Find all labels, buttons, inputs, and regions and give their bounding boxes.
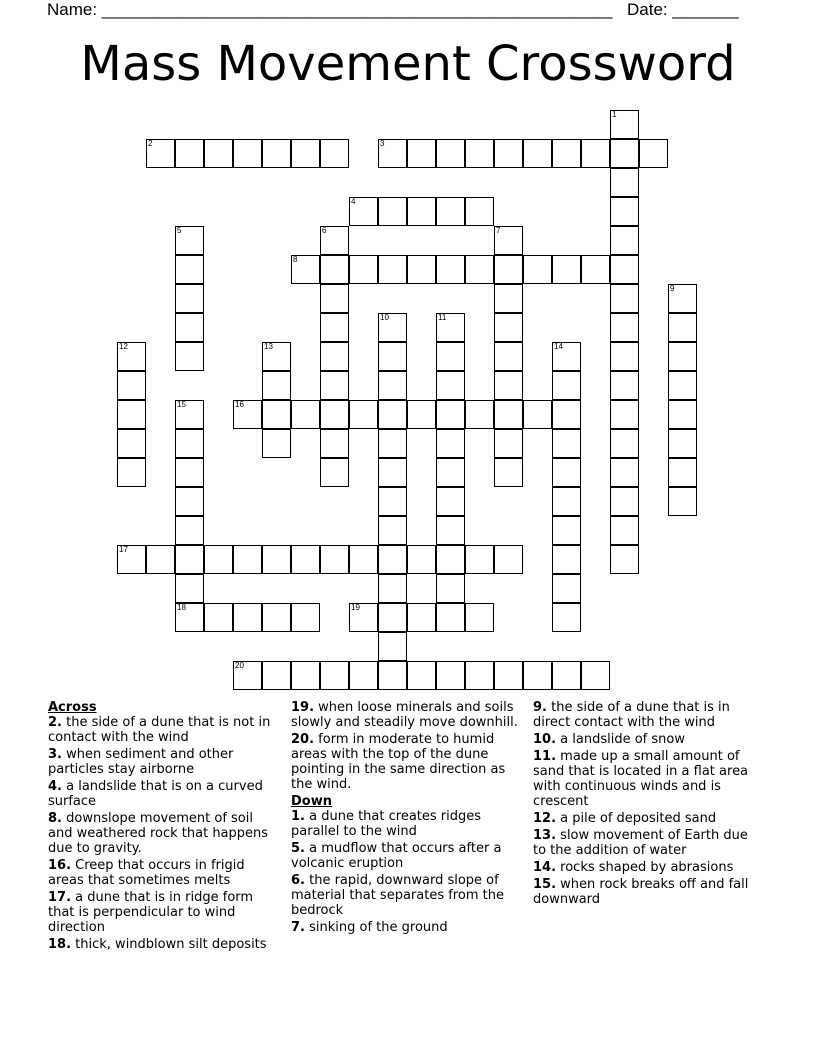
grid-cell[interactable]: [262, 661, 291, 690]
clue-down-13: 13. slow movement of Earth due to the addition of water: [533, 828, 748, 858]
clue-number: 17: [119, 545, 128, 554]
grid-cell[interactable]: [175, 226, 204, 255]
clue-across-16: 16. Creep that occurs in frigid areas that sometimes melts: [48, 858, 245, 888]
grid-cell[interactable]: [552, 603, 581, 632]
grid-cell[interactable]: [407, 400, 436, 429]
grid-cell[interactable]: [320, 139, 349, 168]
grid-cell[interactable]: [610, 110, 639, 139]
grid-cell[interactable]: [320, 342, 349, 371]
grid-cell[interactable]: [465, 603, 494, 632]
grid-cell[interactable]: [494, 458, 523, 487]
clue-across-3: 3. when sediment and other particles stay airborne: [48, 747, 234, 777]
grid-cell[interactable]: [552, 458, 581, 487]
grid-cell[interactable]: [262, 603, 291, 632]
grid-cell[interactable]: [175, 400, 204, 429]
grid-cell[interactable]: [494, 342, 523, 371]
grid-cell[interactable]: [436, 139, 465, 168]
clue-number: 5: [177, 226, 182, 235]
grid-cell[interactable]: [378, 400, 407, 429]
grid-cell[interactable]: [233, 400, 262, 429]
grid-cell[interactable]: [523, 255, 552, 284]
grid-cell[interactable]: [262, 400, 291, 429]
clue-down-14: 14. rocks shaped by abrasions: [533, 860, 734, 875]
grid-cell[interactable]: [610, 545, 639, 574]
grid-cell[interactable]: [465, 197, 494, 226]
grid-cell[interactable]: [291, 603, 320, 632]
grid-cell[interactable]: [436, 603, 465, 632]
grid-cell[interactable]: [610, 342, 639, 371]
grid-cell[interactable]: [552, 487, 581, 516]
grid-cell[interactable]: [639, 139, 668, 168]
grid-cell[interactable]: [262, 429, 291, 458]
grid-cell[interactable]: [175, 603, 204, 632]
clue-number: 15: [177, 400, 186, 409]
grid-cell[interactable]: [523, 400, 552, 429]
grid-cell[interactable]: [233, 545, 262, 574]
grid-cell[interactable]: [320, 226, 349, 255]
clue-number: 11: [438, 313, 447, 322]
grid-cell[interactable]: [610, 487, 639, 516]
grid-cell[interactable]: [552, 574, 581, 603]
grid-cell[interactable]: [320, 371, 349, 400]
grid-cell[interactable]: [291, 139, 320, 168]
grid-cell[interactable]: [552, 400, 581, 429]
grid-cell[interactable]: [378, 545, 407, 574]
clue-number: 2: [148, 139, 153, 148]
across-heading: Across: [48, 700, 97, 715]
grid-cell[interactable]: [436, 313, 465, 342]
grid-cell[interactable]: [117, 545, 146, 574]
clue-number: 14: [554, 342, 563, 351]
grid-cell[interactable]: [494, 255, 523, 284]
grid-cell[interactable]: [175, 545, 204, 574]
grid-cell[interactable]: [175, 574, 204, 603]
grid-cell[interactable]: [378, 313, 407, 342]
grid-cell[interactable]: [465, 661, 494, 690]
grid-cell[interactable]: [320, 429, 349, 458]
grid-cell[interactable]: [552, 516, 581, 545]
clue-number: 19: [351, 603, 360, 612]
grid-cell[interactable]: [668, 284, 697, 313]
clue-across-8: 8. downslope movement of soil and weathered rock that happens due to gravity.: [48, 811, 269, 856]
grid-cell[interactable]: [610, 313, 639, 342]
grid-cell[interactable]: [291, 255, 320, 284]
grid-cell[interactable]: [436, 487, 465, 516]
grid-cell[interactable]: [378, 661, 407, 690]
clue-number: 3: [380, 139, 385, 148]
grid-cell[interactable]: [378, 487, 407, 516]
grid-cell[interactable]: [552, 139, 581, 168]
grid-cell[interactable]: [233, 139, 262, 168]
grid-cell[interactable]: [494, 139, 523, 168]
grid-cell[interactable]: [610, 284, 639, 313]
grid-cell[interactable]: [320, 313, 349, 342]
grid-cell[interactable]: [436, 574, 465, 603]
grid-cell[interactable]: [378, 255, 407, 284]
grid-cell[interactable]: [436, 458, 465, 487]
clue-number: 20: [235, 661, 244, 670]
grid-cell[interactable]: [407, 603, 436, 632]
clue-number: 4: [351, 197, 356, 206]
grid-cell[interactable]: [552, 371, 581, 400]
grid-cell[interactable]: [610, 429, 639, 458]
clue-down-7: 7. sinking of the ground: [291, 920, 448, 935]
grid-cell[interactable]: [117, 429, 146, 458]
grid-cell[interactable]: [349, 545, 378, 574]
grid-cell[interactable]: [204, 603, 233, 632]
grid-cell[interactable]: [117, 400, 146, 429]
grid-cell[interactable]: [175, 342, 204, 371]
grid-cell[interactable]: [610, 400, 639, 429]
grid-cell[interactable]: [349, 197, 378, 226]
grid-cell[interactable]: [668, 458, 697, 487]
clue-down-5: 5. a mudflow that occurs after a volcanic eruption: [291, 841, 502, 871]
down-heading: Down: [291, 794, 332, 809]
date-field-label: Date: _______: [627, 0, 739, 19]
grid-cell[interactable]: [204, 139, 233, 168]
grid-cell[interactable]: [465, 139, 494, 168]
clue-down-6: 6. the rapid, downward slope of material that separates from the bedrock: [291, 873, 504, 918]
grid-cell[interactable]: [436, 400, 465, 429]
grid-cell[interactable]: [349, 400, 378, 429]
grid-cell[interactable]: [552, 545, 581, 574]
clue-down-11: 11. made up a small amount of sand that is located in a flat area with continuous winds and is crescent: [533, 749, 749, 809]
grid-cell[interactable]: [407, 545, 436, 574]
grid-cell[interactable]: [465, 545, 494, 574]
grid-cell[interactable]: [436, 661, 465, 690]
clue-down-15: 15. when rock breaks off and fall downward: [533, 877, 749, 907]
grid-cell[interactable]: [494, 400, 523, 429]
grid-cell[interactable]: [349, 661, 378, 690]
grid-cell[interactable]: [320, 458, 349, 487]
grid-cell[interactable]: [320, 284, 349, 313]
clue-down-10: 10. a landslide of snow: [533, 732, 685, 747]
grid-cell[interactable]: [175, 516, 204, 545]
grid-cell[interactable]: [494, 545, 523, 574]
grid-cell[interactable]: [117, 458, 146, 487]
grid-cell[interactable]: [204, 545, 233, 574]
grid-cell[interactable]: [175, 487, 204, 516]
clue-across-4: 4. a landslide that is on a curved surface: [48, 779, 263, 809]
grid-cell[interactable]: [494, 226, 523, 255]
grid-cell[interactable]: [378, 603, 407, 632]
grid-cell[interactable]: [668, 429, 697, 458]
grid-cell[interactable]: [465, 400, 494, 429]
clue-across-17: 17. a dune that is in ridge form that is perpendicular to wind direction: [48, 890, 254, 935]
grid-cell[interactable]: [436, 516, 465, 545]
name-field-label: Name: ______________________________________________________: [47, 0, 613, 19]
grid-cell[interactable]: [175, 429, 204, 458]
grid-cell[interactable]: [494, 661, 523, 690]
grid-cell[interactable]: [320, 661, 349, 690]
clue-number: 12: [119, 342, 128, 351]
grid-cell[interactable]: [233, 603, 262, 632]
grid-cell[interactable]: [175, 284, 204, 313]
clue-number: 10: [380, 313, 389, 322]
clue-column-2: [291, 700, 523, 937]
grid-cell[interactable]: [378, 197, 407, 226]
grid-cell[interactable]: [552, 342, 581, 371]
grid-cell[interactable]: [436, 545, 465, 574]
grid-cell[interactable]: [668, 400, 697, 429]
grid-cell[interactable]: [610, 371, 639, 400]
grid-cell[interactable]: [349, 603, 378, 632]
grid-cell[interactable]: [146, 139, 175, 168]
grid-cell[interactable]: [436, 255, 465, 284]
grid-cell[interactable]: [291, 545, 320, 574]
grid-cell[interactable]: [668, 313, 697, 342]
clue-across-20: 20. form in moderate to humid areas with the top of the dune pointing in the same direction as the wind.: [291, 732, 506, 792]
grid-cell[interactable]: [291, 400, 320, 429]
grid-cell[interactable]: [436, 342, 465, 371]
clue-number: 6: [322, 226, 327, 235]
clue-number: 7: [496, 226, 501, 235]
clue-down-9: 9. the side of a dune that is in direct contact with the wind: [533, 700, 730, 730]
clue-number: 16: [235, 400, 244, 409]
grid-cell[interactable]: [436, 197, 465, 226]
grid-cell[interactable]: [523, 139, 552, 168]
grid-cell[interactable]: [610, 226, 639, 255]
grid-cell[interactable]: [320, 255, 349, 284]
clue-number: 8: [293, 255, 298, 264]
grid-cell[interactable]: [610, 458, 639, 487]
grid-cell[interactable]: [233, 661, 262, 690]
grid-cell[interactable]: [175, 458, 204, 487]
grid-cell[interactable]: [117, 371, 146, 400]
grid-cell[interactable]: [117, 342, 146, 371]
clue-number: 1: [612, 110, 617, 119]
grid-cell[interactable]: [262, 342, 291, 371]
grid-cell[interactable]: [494, 284, 523, 313]
clue-number: 18: [177, 603, 186, 612]
clue-column-1: [48, 700, 276, 954]
clue-number: 9: [670, 284, 675, 293]
grid-cell[interactable]: [465, 255, 494, 284]
grid-cell[interactable]: [262, 545, 291, 574]
grid-cell[interactable]: [407, 661, 436, 690]
clue-down-12: 12. a pile of deposited sand: [533, 811, 717, 826]
grid-cell[interactable]: [668, 487, 697, 516]
grid-cell[interactable]: [320, 545, 349, 574]
clue-across-18: 18. thick, windblown silt deposits: [48, 937, 267, 952]
grid-cell[interactable]: [378, 139, 407, 168]
grid-cell[interactable]: [610, 197, 639, 226]
grid-cell[interactable]: [378, 632, 407, 661]
grid-cell[interactable]: [436, 429, 465, 458]
grid-cell[interactable]: [407, 255, 436, 284]
clue-number: 13: [264, 342, 273, 351]
grid-cell[interactable]: [668, 342, 697, 371]
page-title: Mass Movement Crossword: [80, 36, 736, 92]
grid-cell[interactable]: [581, 139, 610, 168]
grid-cell[interactable]: [175, 313, 204, 342]
grid-cell[interactable]: [378, 429, 407, 458]
grid-cell[interactable]: [175, 139, 204, 168]
grid-cell[interactable]: [146, 545, 175, 574]
grid-cell[interactable]: [378, 458, 407, 487]
grid-cell[interactable]: [320, 400, 349, 429]
grid-cell[interactable]: [668, 371, 697, 400]
clue-across-19: 19. when loose minerals and soils slowly and steadily move downhill.: [291, 700, 518, 730]
grid-cell[interactable]: [378, 342, 407, 371]
grid-cell[interactable]: [175, 255, 204, 284]
grid-cell[interactable]: [262, 139, 291, 168]
grid-cell[interactable]: [523, 661, 552, 690]
grid-cell[interactable]: [291, 661, 320, 690]
grid-cell[interactable]: [262, 371, 291, 400]
grid-cell[interactable]: [552, 255, 581, 284]
grid-cell[interactable]: [407, 139, 436, 168]
grid-cell[interactable]: [494, 313, 523, 342]
grid-cell[interactable]: [552, 429, 581, 458]
grid-cell[interactable]: [378, 574, 407, 603]
grid-cell[interactable]: [610, 139, 639, 168]
clue-down-1: 1. a dune that creates ridges parallel to the wind: [291, 809, 482, 839]
grid-cell[interactable]: [349, 255, 378, 284]
grid-cell[interactable]: [610, 516, 639, 545]
grid-cell[interactable]: [581, 661, 610, 690]
grid-cell[interactable]: [494, 429, 523, 458]
grid-cell[interactable]: [610, 255, 639, 284]
grid-cell[interactable]: [552, 661, 581, 690]
grid-cell[interactable]: [378, 516, 407, 545]
grid-cell[interactable]: [378, 371, 407, 400]
grid-cell[interactable]: [494, 371, 523, 400]
grid-cell[interactable]: [581, 255, 610, 284]
clue-column-3: [533, 700, 763, 909]
grid-cell[interactable]: [407, 197, 436, 226]
grid-cell[interactable]: [436, 371, 465, 400]
grid-cell[interactable]: [610, 168, 639, 197]
clue-across-2: 2. the side of a dune that is not in contact with the wind: [48, 715, 271, 745]
